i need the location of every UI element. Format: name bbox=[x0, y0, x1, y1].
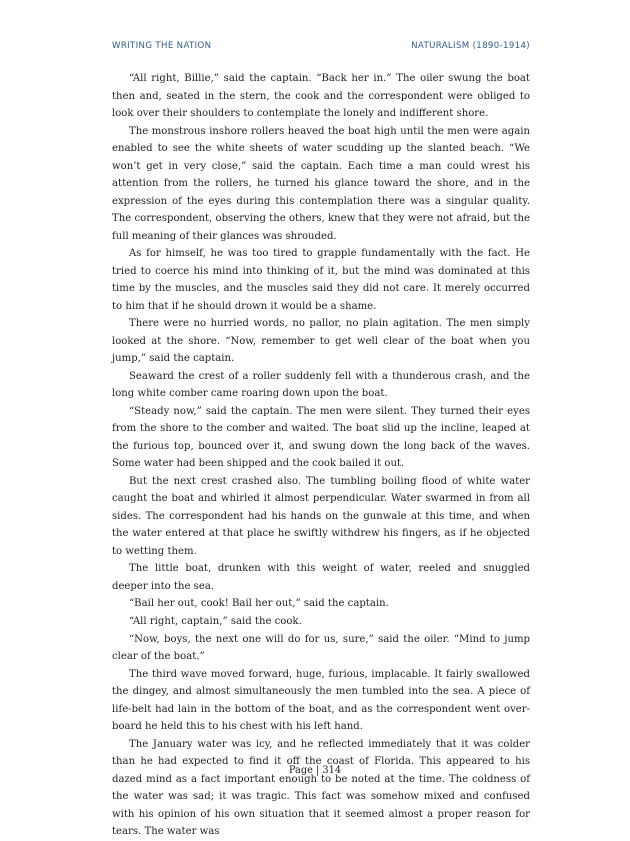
paragraph: The monstrous inshore rollers heaved the boat high until the men were again enabled to see the white sheets of water scudding up the slanted beach. “We won’t get in very close,” said the captain. Each time a man could wrest his attention from the rollers, he turned his glance toward the shore, and in the expression of the eyes during this contemplation there was a singular quality. The correspondent, observing the others, knew that they were not afraid, but the full meaning of their glances was shrouded. bbox=[112, 125, 530, 242]
paragraph: But the next crest crashed also. The tumbling boiling flood of white water caught the boat and whirled it almost perpendicular. Water swarmed in from all sides. The correspondent had his hands on the gunwale at this time, and when the water entered at that place he swiftly withdrew his fingers, as if he objected to wetting them. bbox=[112, 475, 530, 557]
paragraph: The third wave moved forward, huge, furious, implacable. It fairly swallowed the dingey, and almost simultaneously the men tumbled into the sea. A piece of life-belt had lain in the bottom of the boat, and as the correspondent went overboard he held this to his chest with his left hand. bbox=[112, 668, 530, 733]
paragraph: “Now, boys, the next one will do for us, sure,” said the oiler. “Mind to jump clear of the boat.” bbox=[112, 633, 530, 663]
paragraph: The little boat, drunken with this weight of water, reeled and snuggled deeper into the sea. bbox=[112, 563, 530, 592]
paragraph: The January water was icy, and he reflected immediately that it was colder than he had expected to find it off the coast of Florida. This appeared to his dazed mind as a fact important enough to be noted at the time. The coldness of the water was sad; it was tragic. This fact was somehow mixed and confused with his opinion of his own situation that it seemed almost a proper reason for tears. The water was bbox=[112, 738, 530, 838]
paragraph: There were no hurried words, no pallor, no plain agitation. The men simply looked at the shore. “Now, remember to get well clear of the boat when you jump,” said the captain. bbox=[112, 318, 530, 365]
header-book-title: WRITING THE NATION bbox=[112, 41, 212, 51]
page-number: Page | 314 bbox=[288, 765, 342, 776]
header-chapter-title: NATURALISM (1890-1914) bbox=[411, 41, 530, 51]
running-header bbox=[112, 41, 530, 55]
paragraph: “All right, captain,” said the cook. bbox=[129, 615, 302, 627]
paragraph: “Steady now,” said the captain. The men were silent. They turned their eyes from the shore to the comber and waited. The boat slid up the incline, leaped at the furious top, bounced over it, and swung down the long back of the waves. Some water had been shipped and the cook bailed it out. bbox=[112, 405, 530, 470]
paragraph: “All right, Billie,” said the captain. “Back her in.” The oiler swung the boat then and, seated in the stern, the cook and the correspondent were obliged to look over their shoulders to contemplate the lonely and indifferent shore. bbox=[112, 73, 530, 120]
body-text bbox=[112, 70, 530, 841]
paragraph: “Bail her out, cook! Bail her out,” said the captain. bbox=[129, 598, 389, 610]
paragraph: Seaward the crest of a roller suddenly fell with a thunderous crash, and the long white comber came roaring down upon the boat. bbox=[112, 370, 530, 400]
paragraph: As for himself, he was too tired to grapple fundamentally with the fact. He tried to coerce his mind into thinking of it, but the mind was dominated at this time by the muscles, and the muscles said they did not care. It merely occurred to him that if he should drown it would be a shame. bbox=[112, 248, 530, 312]
